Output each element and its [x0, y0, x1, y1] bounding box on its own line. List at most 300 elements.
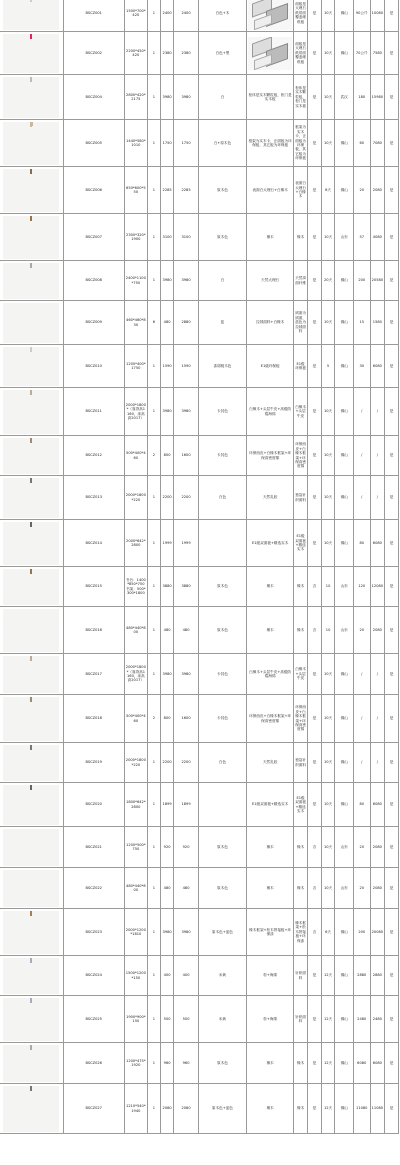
flag-cell: 是: [308, 167, 322, 214]
total-cell: 3880: [174, 567, 198, 607]
origin-cell: 佛山: [335, 783, 354, 827]
material-cell: 橡木: [247, 1084, 294, 1134]
origin-cell: 武汉: [335, 75, 354, 120]
code-cell: BSCZ015: [63, 567, 124, 607]
status-cell: 是: [385, 167, 399, 214]
origin-cell: 佛山: [335, 956, 354, 996]
table-row: [0, 388, 399, 436]
price-cell: 6080: [370, 1043, 385, 1084]
unit-price-cell: 3100: [160, 214, 174, 261]
product-photo: [3, 609, 59, 652]
product-photo: [3, 263, 59, 299]
total-cell: 1999: [174, 520, 198, 567]
process-cell: 橡木: [294, 1084, 308, 1134]
product-photo-cell: [0, 827, 63, 868]
product-photo-cell: [0, 1043, 63, 1084]
code-cell: BSCZ023: [63, 909, 124, 956]
unit-price-cell: 2380: [160, 32, 174, 75]
status-cell: 是: [385, 743, 399, 783]
qty-cell: 1: [148, 167, 161, 214]
unit-price-cell: 920: [160, 827, 174, 868]
status-cell: 是: [385, 345, 399, 388]
weight-cell: 20: [353, 607, 370, 654]
total-cell: 1899: [174, 783, 198, 827]
weight-cell: /: [353, 476, 370, 520]
total-cell: 400: [174, 956, 198, 996]
qty-cell: 1: [148, 1084, 161, 1134]
color-cell: 漆胡桃木色: [198, 345, 246, 388]
material-cell: 橡木框架+松木拼接板+环保漆: [247, 909, 294, 956]
flag-cell: 是: [308, 214, 322, 261]
product-photo-cell: [0, 301, 63, 345]
total-cell: 920: [174, 827, 198, 868]
material-cell: 橡木: [247, 607, 294, 654]
code-cell: BSCZ016: [63, 607, 124, 654]
status-cell: 是: [385, 909, 399, 956]
lead-time-cell: 10天: [321, 783, 335, 827]
flag-cell: 是: [308, 436, 322, 476]
table-row: [0, 345, 399, 388]
weight-cell: 70公斤: [353, 32, 370, 75]
qty-cell: 1: [148, 476, 161, 520]
total-cell: 2285: [174, 167, 198, 214]
color-cell: 卡其色: [198, 654, 246, 695]
unit-price-cell: 3980: [160, 75, 174, 120]
color-cell: [198, 520, 246, 567]
process-cell: 环保西皮+白橡木框架+环保高密度棉: [294, 436, 308, 476]
product-photo-cell: [0, 436, 63, 476]
lead-time-cell: 10: [321, 607, 335, 654]
lead-time-cell: 20天: [321, 261, 335, 301]
price-cell: /: [370, 476, 385, 520]
code-cell: BSCZ020: [63, 783, 124, 827]
size-cell: 2200*450*420: [124, 32, 147, 75]
unit-price-cell: 400: [160, 956, 174, 996]
lead-time-cell: 10: [321, 567, 335, 607]
weight-cell: 200: [353, 261, 370, 301]
origin-cell: 佛山: [335, 0, 354, 32]
total-cell: 2400: [174, 0, 198, 32]
qty-cell: 2: [148, 436, 161, 476]
qty-cell: 1: [148, 345, 161, 388]
total-cell: 3100: [174, 214, 198, 261]
unit-price-cell: 480: [160, 868, 174, 909]
product-photo-cell: [0, 743, 63, 783]
code-cell: BSCZ005: [63, 120, 124, 167]
lead-time-cell: 10天: [321, 743, 335, 783]
lead-time-cell: 10天: [321, 654, 335, 695]
flag-cell: 是: [308, 120, 322, 167]
material-cell: 柜体是实木颗粒板，柜门是实木板: [247, 75, 294, 120]
product-photo: [3, 958, 59, 994]
color-cell: 原木色: [198, 1043, 246, 1084]
status-cell: 是: [385, 783, 399, 827]
weight-cell: 20: [353, 167, 370, 214]
size-cell: 2000*1800*（靠背高1160，床高高2017）: [124, 654, 147, 695]
origin-cell: 佛山: [335, 32, 354, 75]
status-cell: 是: [385, 607, 399, 654]
weight-cell: 57: [353, 214, 370, 261]
table-row: [0, 607, 399, 654]
product-photo-cell: [0, 120, 63, 167]
code-cell: BSCZ002: [63, 32, 124, 75]
unit-price-cell: 960: [160, 1043, 174, 1084]
table-row: [0, 567, 399, 607]
material-cell: 橡木: [247, 868, 294, 909]
qty-cell: 1: [148, 1043, 161, 1084]
color-cell: 白色+黑: [198, 32, 246, 75]
flag-cell: 是: [308, 695, 322, 743]
unit-price-cell: 3880: [160, 567, 174, 607]
flag-cell: 是: [308, 75, 322, 120]
color-cell: 白色: [198, 743, 246, 783]
status-cell: 是: [385, 520, 399, 567]
color-cell: 蓝: [198, 301, 246, 345]
flag-cell: 是: [308, 783, 322, 827]
flag-cell: 是: [308, 1043, 322, 1084]
total-cell: 2380: [174, 32, 198, 75]
code-cell: BSCZ013: [63, 476, 124, 520]
product-photo: [3, 77, 59, 118]
color-cell: [198, 783, 246, 827]
color-cell: 原木色: [198, 827, 246, 868]
code-cell: BSCZ009: [63, 301, 124, 345]
total-cell: 1600: [174, 695, 198, 743]
weight-cell: /: [353, 654, 370, 695]
product-photo: [3, 745, 59, 781]
product-photo: [3, 697, 59, 741]
process-cell: 橡木: [294, 607, 308, 654]
lead-time-cell: 10天: [321, 436, 335, 476]
weight-cell: 90公斤: [353, 0, 370, 32]
material-cell: 橡木: [247, 1043, 294, 1084]
product-photo-cell: [0, 607, 63, 654]
origin-cell: 佛山: [335, 1084, 354, 1134]
weight-cell: 20: [353, 868, 370, 909]
flag-cell: 否: [308, 827, 322, 868]
product-photo-cell: [0, 1084, 63, 1134]
size-cell: 1900*900*150: [124, 996, 147, 1043]
weight-cell: /: [353, 743, 370, 783]
product-photo: [3, 303, 59, 343]
table-row: [0, 695, 399, 743]
material-cell: E1级双面板+精选实木: [247, 520, 294, 567]
color-cell: 米黄: [198, 956, 246, 996]
product-photo-cell: [0, 214, 63, 261]
flag-cell: 否: [308, 607, 322, 654]
product-photo-cell: [0, 783, 63, 827]
process-cell: 独袋针织面料: [294, 476, 308, 520]
code-cell: BSCZ025: [63, 996, 124, 1043]
table-row: [0, 743, 399, 783]
qty-cell: 1: [148, 388, 161, 436]
color-cell: 原木色: [198, 167, 246, 214]
code-cell: BSCZ007: [63, 214, 124, 261]
table-row: [0, 436, 399, 476]
material-cell: 环保西皮+白橡木框架+环保高密度棉: [247, 436, 294, 476]
origin-cell: 山东: [335, 607, 354, 654]
material-swatch-image: [248, 0, 292, 30]
product-photo: [3, 870, 59, 907]
lead-time-cell: 12天: [321, 1084, 335, 1134]
weight-cell: 200: [353, 909, 370, 956]
process-cell: 面板是大理石纸带面覆盖硬纸板: [294, 0, 308, 32]
weight-cell: 80: [353, 520, 370, 567]
code-cell: BSCZ006: [63, 167, 124, 214]
total-cell: 500: [174, 996, 198, 1043]
table-row: [0, 1043, 399, 1084]
qty-cell: 1: [148, 32, 161, 75]
color-cell: 卡其色: [198, 436, 246, 476]
unit-price-cell: 1750: [160, 120, 174, 167]
material-cell: 橡木: [247, 567, 294, 607]
status-cell: 是: [385, 436, 399, 476]
material-cell: 天然大理石: [247, 261, 294, 301]
product-photo: [3, 347, 59, 386]
process-cell: 橡木: [294, 868, 308, 909]
unit-price-cell: 2200: [160, 476, 174, 520]
qty-cell: 1: [148, 0, 161, 32]
lead-time-cell: 10天: [321, 301, 335, 345]
material-cell: 环保西皮+白橡木框架+环保高密度棉: [247, 695, 294, 743]
status-cell: 是: [385, 214, 399, 261]
table-row: [0, 0, 399, 32]
product-photo-cell: [0, 167, 63, 214]
qty-cell: 1: [148, 868, 161, 909]
product-photo: [3, 569, 59, 605]
process-cell: E1级环保板: [294, 345, 308, 388]
flag-cell: 否: [308, 868, 322, 909]
weight-cell: /: [353, 388, 370, 436]
process-cell: 框架为实木卡，正面板为环保板，其它板为环保板: [294, 120, 308, 167]
flag-cell: 是: [308, 345, 322, 388]
status-cell: 是: [385, 32, 399, 75]
material-cell: 棕+海绵: [247, 956, 294, 996]
color-cell: 卡其色: [198, 388, 246, 436]
table-row: [0, 827, 399, 868]
size-cell: 2000*642*2800: [124, 520, 147, 567]
size-cell: 460*460*830: [124, 301, 147, 345]
product-photo-cell: [0, 476, 63, 520]
table-row: [0, 956, 399, 996]
flag-cell: 是: [308, 32, 322, 75]
size-cell: 2000*1800*220: [124, 476, 147, 520]
weight-cell: 80: [353, 783, 370, 827]
price-cell: 2080: [370, 167, 385, 214]
status-cell: 是: [385, 301, 399, 345]
flag-cell: 是: [308, 1084, 322, 1134]
product-photo-cell: [0, 32, 63, 75]
color-cell: 白: [198, 75, 246, 120]
origin-cell: 佛山: [335, 909, 354, 956]
product-photo-cell: [0, 567, 63, 607]
status-cell: 是: [385, 956, 399, 996]
qty-cell: 1: [148, 261, 161, 301]
product-photo: [3, 911, 59, 954]
size-cell: 1200*400*1750: [124, 345, 147, 388]
weight-cell: 6080: [353, 1043, 370, 1084]
qty-cell: 1: [148, 120, 161, 167]
origin-cell: 佛山: [335, 996, 354, 1043]
table-row: [0, 783, 399, 827]
table-row: [0, 520, 399, 567]
code-cell: BSCZ008: [63, 261, 124, 301]
status-cell: 是: [385, 868, 399, 909]
lead-time-cell: 10天: [321, 476, 335, 520]
process-cell: 面板是大理石纸带面覆盖硬纸板: [294, 32, 308, 75]
weight-cell: /: [353, 436, 370, 476]
price-cell: 2880: [370, 956, 385, 996]
origin-cell: 佛山: [335, 476, 354, 520]
material-cell: 白橡木+头层牛皮+高级防霉海绵: [247, 388, 294, 436]
weight-cell: 2880: [353, 956, 370, 996]
table-row: [0, 868, 399, 909]
price-cell: 7080: [370, 120, 385, 167]
size-cell: 1500*700*420: [124, 0, 147, 32]
code-cell: BSCZ026: [63, 1043, 124, 1084]
product-photo-cell: [0, 868, 63, 909]
qty-cell: 2: [148, 695, 161, 743]
product-photo-cell: [0, 695, 63, 743]
product-photo: [3, 216, 59, 259]
color-cell: 白色: [198, 476, 246, 520]
size-cell: 1210*540*1940: [124, 1084, 147, 1134]
origin-cell: 山东: [335, 214, 354, 261]
qty-cell: 1: [148, 783, 161, 827]
total-cell: 2200: [174, 476, 198, 520]
price-cell: /: [370, 436, 385, 476]
total-cell: 3980: [174, 654, 198, 695]
material-cell: 橡木: [247, 214, 294, 261]
total-cell: 480: [174, 868, 198, 909]
origin-cell: 佛山: [335, 695, 354, 743]
flag-cell: 是: [308, 654, 322, 695]
code-cell: BSCZ024: [63, 956, 124, 996]
size-cell: 480*440*800: [124, 607, 147, 654]
size-cell: 650*600*550: [124, 167, 147, 214]
origin-cell: 佛山: [335, 345, 354, 388]
product-photo: [3, 0, 59, 30]
price-cell: /: [370, 695, 385, 743]
status-cell: 是: [385, 654, 399, 695]
product-photo: [3, 785, 59, 825]
total-cell: 2080: [174, 1084, 198, 1134]
code-cell: BSCZ018: [63, 695, 124, 743]
table-row: [0, 120, 399, 167]
price-cell: 10080: [370, 0, 385, 32]
flag-cell: 是: [308, 0, 322, 32]
size-cell: 500*400*460: [124, 695, 147, 743]
color-cell: 原木色: [198, 868, 246, 909]
process-cell: E1级双面板+精选实木: [294, 520, 308, 567]
unit-price-cell: 3980: [160, 654, 174, 695]
color-cell: 原木色: [198, 607, 246, 654]
unit-price-cell: 3980: [160, 388, 174, 436]
lead-time-cell: 10天: [321, 75, 335, 120]
material-cell: 天然乳胶: [247, 743, 294, 783]
qty-cell: 1: [148, 75, 161, 120]
color-cell: 原木色+蓝色: [198, 909, 246, 956]
total-cell: 3980: [174, 388, 198, 436]
flag-cell: 是: [308, 476, 322, 520]
product-photo-cell: [0, 996, 63, 1043]
process-cell: E1级双面板+精选实木: [294, 783, 308, 827]
price-cell: /: [370, 388, 385, 436]
status-cell: 是: [385, 695, 399, 743]
code-cell: BSCZ022: [63, 868, 124, 909]
lead-time-cell: 10天: [321, 120, 335, 167]
size-cell: 1440*580*1010: [124, 120, 147, 167]
weight-cell: 60: [353, 120, 370, 167]
code-cell: BSCZ027: [63, 1084, 124, 1134]
material-cell: 棕+海绵: [247, 996, 294, 1043]
price-cell: /: [370, 743, 385, 783]
status-cell: 是: [385, 996, 399, 1043]
price-cell: 6080: [370, 520, 385, 567]
table-row: [0, 301, 399, 345]
flag-cell: 是: [308, 996, 322, 1043]
flag-cell: 是: [308, 956, 322, 996]
code-cell: BSCZ014: [63, 520, 124, 567]
material-preview-cell: [247, 32, 294, 75]
product-photo-cell: [0, 388, 63, 436]
origin-cell: 佛山: [335, 261, 354, 301]
total-cell: 1590: [174, 345, 198, 388]
weight-cell: 2480: [353, 996, 370, 1043]
origin-cell: 山东: [335, 827, 354, 868]
material-preview-cell: [247, 0, 294, 32]
lead-time-cell: 10天: [321, 520, 335, 567]
table-row: [0, 167, 399, 214]
unit-price-cell: 2285: [160, 167, 174, 214]
status-cell: 是: [385, 1043, 399, 1084]
price-cell: 2480: [370, 996, 385, 1043]
product-photo: [3, 1045, 59, 1082]
product-photo-cell: [0, 909, 63, 956]
price-cell: 12080: [370, 567, 385, 607]
unit-price-cell: 1590: [160, 345, 174, 388]
material-cell: 白橡木+头层牛皮+高级防霉海绵: [247, 654, 294, 695]
material-cell: E1级双面板+精选实木: [247, 783, 294, 827]
weight-cell: /: [353, 695, 370, 743]
size-cell: 1500*1200*150: [124, 956, 147, 996]
origin-cell: 佛山: [335, 436, 354, 476]
price-cell: 15980: [370, 75, 385, 120]
product-photo: [3, 656, 59, 693]
table-row: [0, 1084, 399, 1134]
table-row: [0, 654, 399, 695]
size-cell: 1200*475*1920: [124, 1043, 147, 1084]
flag-cell: 是: [308, 261, 322, 301]
table-row: [0, 214, 399, 261]
unit-price-cell: 800: [160, 695, 174, 743]
size-cell: 2000*1800*220: [124, 743, 147, 783]
code-cell: BSCZ021: [63, 827, 124, 868]
price-cell: 4080: [370, 214, 385, 261]
product-photo-cell: [0, 345, 63, 388]
flag-cell: 否: [308, 567, 322, 607]
lead-time-cell: 10天: [321, 214, 335, 261]
process-cell: 绒面为绒面，蓝色为拉绒面料: [294, 301, 308, 345]
qty-cell: 1: [148, 827, 161, 868]
product-photo: [3, 122, 59, 165]
product-photo: [3, 390, 59, 434]
lead-time-cell: 8天: [321, 167, 335, 214]
status-cell: 是: [385, 120, 399, 167]
color-cell: 原木色: [198, 567, 246, 607]
product-photo: [3, 522, 59, 565]
material-cell: E1级环保板: [247, 345, 294, 388]
